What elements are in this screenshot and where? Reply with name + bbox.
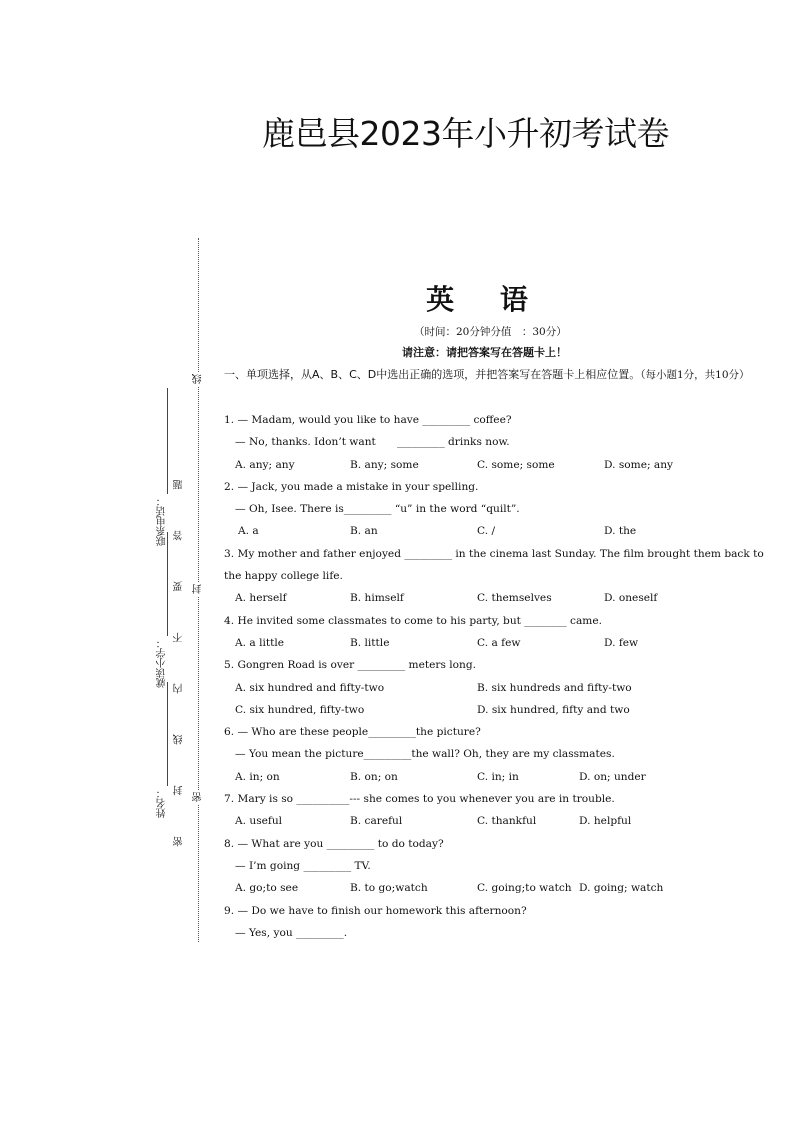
answer-option[interactable]: B. six hundreds and fifty-two [477,681,632,694]
answer-option[interactable]: C. six hundred, fifty-two [235,703,365,716]
cut-mark-feng: 封 [193,584,204,594]
answer-notice: 请注意：请把答案写在答题卡上！ [402,346,567,359]
answer-option[interactable]: C. going;to watch [477,882,572,895]
question-line: — Oh, Isee. There is_________ “u” in the word “quilt”. [235,503,520,516]
question-line: 7. Mary is so __________--- she comes to you whenever you are in trouble. [224,793,615,806]
seal-instruction: 密 封 线 内 不 要 答 题 [174,464,185,847]
answer-option[interactable]: A. in; on [235,770,280,783]
question-line: 8. — What are you _________ to do today? [224,837,444,850]
name-label: 姓名： [157,788,168,818]
options-row [224,454,764,476]
question-line: — Yes, you _________. [235,926,348,939]
options-row [224,677,764,699]
options-row [224,699,764,721]
answer-option[interactable]: B. himself [350,592,404,605]
answer-option[interactable]: A. a little [235,636,285,649]
question-line: 5. Gongren Road is over _________ meters long. [224,659,477,672]
answer-option[interactable]: D. going; watch [579,882,664,895]
answer-option[interactable]: B. little [350,636,390,649]
answer-option[interactable]: D. on; under [579,770,646,783]
options-row [224,632,764,654]
answer-option[interactable]: A. go;to see [235,882,299,895]
school-label: 就读小学： [157,638,168,688]
question-line: 4. He invited some classmates to come to his party, but ________ came. [224,614,602,627]
answer-option[interactable]: C. in; in [477,770,519,783]
answer-option[interactable]: B. any; some [350,458,419,471]
answer-option[interactable]: C. / [477,525,496,538]
answer-option[interactable]: A. a [238,525,259,538]
question-line: 9. — Do we have to finish our homework this afternoon? [224,904,527,917]
subject-heading: 英 语 [426,283,546,316]
answer-option[interactable]: B. careful [350,815,403,828]
answer-option[interactable]: B. an [350,525,378,538]
answer-option[interactable]: D. the [604,525,637,538]
answer-option[interactable]: A. six hundred and fifty-two [235,681,385,694]
answer-option[interactable]: A. herself [235,592,287,605]
cut-mark-xian: 线 [193,374,204,384]
options-row [224,877,764,899]
options-row [224,587,764,609]
answer-option[interactable]: C. thankful [477,815,537,828]
page-title: 鹿邑县2023年小升初考试卷 [262,114,669,153]
answer-option[interactable]: D. oneself [604,592,658,605]
question-line: — I’m going _________ TV. [235,859,371,872]
section-heading [224,364,759,386]
answer-option[interactable]: A. useful [235,815,283,828]
answer-option[interactable]: B. on; on [350,770,398,783]
question-line: — No, thanks. Idon’t want _________ drinks now. [235,436,510,449]
answer-option[interactable]: B. to go;watch [350,882,428,895]
answer-option[interactable]: D. some; any [604,458,674,471]
answer-option[interactable]: C. themselves [477,592,552,605]
options-row [224,810,764,832]
name-fill-line [167,682,168,786]
answer-option[interactable]: C. a few [477,636,521,649]
answer-option[interactable]: D. few [604,636,639,649]
section-instruction: 一、单项选择，从A、B、C、D中选出正确的选项，并把答案写在答题卡上相应位置。 [224,368,641,381]
section-score-note: （每小题1分，共10分） [640,369,750,381]
cut-mark-mi: 密 [193,792,204,802]
question-line: 3. My mother and father enjoyed _________ in the cinema last Sunday. The film brought them back to [224,547,764,560]
answer-option[interactable]: D. helpful [579,815,632,828]
answer-option[interactable]: C. some; some [477,458,555,471]
question-line: 6. — Who are these people_________the picture? [224,726,481,739]
answer-option[interactable]: A. any; any [235,458,295,471]
options-row [224,520,764,542]
school-fill-line [167,532,168,636]
answer-option[interactable]: D. six hundred, fifty and two [477,703,630,716]
question-list [224,409,764,944]
phone-fill-line [167,388,168,494]
question-line: 1. — Madam, would you like to have _________ coffee? [224,414,512,426]
question-line: the happy college life. [224,570,343,583]
question-line: 2. — Jack, you made a mistake in your spelling. [224,480,479,493]
phone-label: 联系电话： [157,496,168,546]
options-row [224,766,764,788]
time-note: （时间：20分钟分值 ：30分） [414,326,567,338]
question-line: — You mean the picture_________the wall? Oh, they are my classmates. [235,748,615,761]
